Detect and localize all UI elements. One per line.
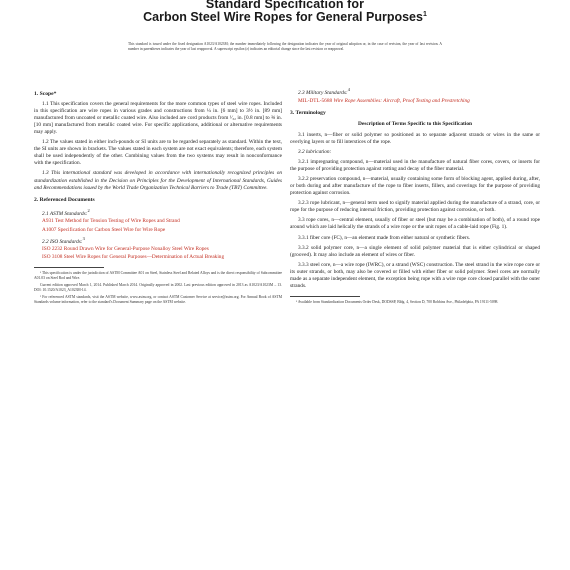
document-title-line1: Standard Specification for: [205, 0, 365, 11]
reference-code[interactable]: A1007: [42, 226, 57, 233]
definition-3-2-3: 3.2.3 rope lubricant, n—general term used to signify material applied during the manufacture of a strand, core, or rope for the purpose of reducing internal friction, providing protection against corrosion, or both.: [290, 200, 540, 214]
document-title-line2: [0, 10, 570, 24]
reference-mil-dtl-5688[interactable]: [290, 98, 540, 105]
footnote-2: ² For referenced ASTM standards, visit the ASTM website, www.astm.org, or contact ASTM Customer Service at service@astm.org. For Annual Book of ASTM Standards volume information, refer to the standard's Document Summary page on the ASTM website.: [34, 295, 282, 305]
military-standards-label-text: 2.3 Military Standards:: [298, 89, 348, 96]
definition-3-3-2: 3.3.2 solid polymer core, n—a single element of solid polymer material that is either cylindrical or shaped (grooved). It may also include an element of wires or fiber.: [290, 244, 540, 258]
iso-footnote-marker: 3: [82, 235, 85, 241]
terminology-subheading: Description of Terms Specific to this Specification: [357, 120, 473, 127]
definition-3-1: 3.1 inserts, n—fiber or solid polymer so positioned as to separate adjacent strands or wires in the same or overlying layers or to fill interstices of the rope.: [290, 131, 540, 145]
definition-3-2: 3.2 lubrication:: [298, 149, 332, 156]
reference-title[interactable]: Specification for Carbon Steel Wire for Wire Rope: [57, 226, 166, 233]
title-footnote-marker: 1: [422, 10, 427, 18]
reference-code[interactable]: ISO 3108: [42, 254, 63, 261]
scope-paragraph-3: 1.3 This international standard was developed in accordance with internationally recognized principles on standardization established in the Decision on Principles for the Development of International Standards, Guides and Recommendations issued by the World Trade Organization Technical Barriers to Trade (TBT) Committee.: [34, 170, 282, 191]
reference-title[interactable]: Test Method for Tension Testing of Wire Ropes and Strand: [55, 218, 180, 225]
astm-footnote-marker: 2: [87, 207, 90, 213]
left-column: [34, 86, 282, 562]
astm-standards-label: [34, 207, 282, 218]
reference-a1007[interactable]: [34, 227, 282, 234]
referenced-documents-heading: 2. Referenced Documents: [34, 196, 95, 203]
scope-paragraph-2: 1.2 The values stated in either inch-pounds or SI units are to be regarded separately as standard. Within the text, the SI units are shown in brackets. The values stated in each system are not exact equivalents; therefore, each system shall be used independently of the other. Combining values from the two systems may result in nonconformance with the specification.: [34, 139, 282, 167]
definition-3-3: 3.3 rope cores, n—central element, usually of fiber or steel (but may be a combination of both), of a round rope around which are laid helically the strands of a wire rope or the unit ropes of a cable-laid rope (Fig. 1).: [290, 217, 540, 231]
footnote-3: ³ Available from Standardization Documents Order Desk, DODSSP, Bldg. 4, Section D, 700 Robbins Ave., Philadelphia, PA 19111-5098.: [296, 299, 499, 304]
reference-title[interactable]: Round Drawn Wire for General-Purpose Nonalloy Steel Wire Ropes: [63, 246, 209, 253]
definition-3-2-1: 3.2.1 impregnating compound, n—material used in the manufacture of natural fiber cores, covers, or inserts for the purpose of providing protection against rotting and decay of the fiber material.: [290, 159, 540, 173]
document-title-text: Carbon Steel Wire Ropes for General Purposes: [143, 10, 423, 24]
reference-title[interactable]: Steel Wire Ropes for General Purposes—Determination of Actual Breaking: [63, 254, 225, 261]
definition-3-2-2: 3.2.2 preservation compound, n—material, usually containing some form of blocking agent, applied during, after, or both during and after manufacture of the rope to fiber inserts, fillers, and coverings for the purpose of providing protection against corrosion.: [290, 176, 540, 197]
reference-iso-3108[interactable]: [34, 254, 282, 261]
military-footnote-marker: 4: [347, 87, 350, 92]
scope-paragraph-1: 1.1 This specification covers the general requirements for the more common types of steel wire ropes. Included in this specification are wire ropes in various grades and constructions from ¼ in. [6 mm] to 3½ in. [89 mm] manufactured from uncoated or metallic coated wire. Also included are cord products from ¹⁄₃₂ in. [0.8 mm] to ⅜ in. [10 mm] manufactured from metallic coated wire. For specific applications, additional or alternative requirements may apply.: [34, 101, 282, 136]
iso-standards-label-text: 2.2 ISO Standards:: [42, 238, 83, 245]
astm-standards-label-text: 2.1 ASTM Standards:: [42, 210, 88, 217]
reference-code[interactable]: ISO 2232: [42, 246, 63, 253]
reference-code[interactable]: A931: [42, 218, 54, 225]
reference-iso-2232[interactable]: [34, 246, 282, 253]
scope-heading: 1. Scope*: [34, 91, 57, 97]
right-column: [290, 86, 540, 562]
footnote-divider: [290, 296, 360, 297]
designation-note: This standard is issued under the fixed designation A1023/A1023M; the number immediately following the designation indicates the year of original adoption or, in the case of revision, the year of last revision. A number in parentheses indicates the year of last reapproval. A superscript epsilon (ε) indicates an editorial change since the last revision or reapproval.: [128, 42, 442, 52]
reference-code[interactable]: MIL-DTL-5688: [298, 97, 333, 104]
iso-standards-label: [34, 235, 282, 246]
reference-a931[interactable]: [34, 218, 282, 225]
definition-3-3-1: 3.3.1 fiber core (FC), n—an element made from either natural or synthetic fibers.: [298, 234, 471, 241]
footnote-1-edition: Current edition approved March 1, 2014. Published March 2014. Originally approved in 2002. Last previous edition approved in 2013 as A1023/A1023M – 13. DOI: 10.1520/A1023_A1023M-14.: [34, 283, 282, 293]
footnote-divider: [34, 267, 104, 268]
reference-title[interactable]: Wire Rope Assemblies: Aircraft, Proof Testing and Prestretching: [333, 97, 470, 104]
military-standards-label: [290, 86, 540, 97]
footnote-1: ¹ This specification is under the jurisdiction of ASTM Committee A01 on Steel, Stainless Steel and Related Alloys and is the direct responsibility of Subcommittee A01.03 on Steel Rod and Wire.: [34, 271, 282, 281]
definition-3-3-3: 3.3.3 steel core, n—a wire rope (IWRC), or a strand (WSC) construction. The steel strand in the wire rope core or its outer strands, or both, may also be covered or filled with either fiber or solid polymer. Steel cores are normally made as a separate independent element, the exception being rope with a wire rope core closed parallel with the outer strands.: [290, 261, 540, 289]
terminology-heading: 3. Terminology: [290, 109, 326, 116]
